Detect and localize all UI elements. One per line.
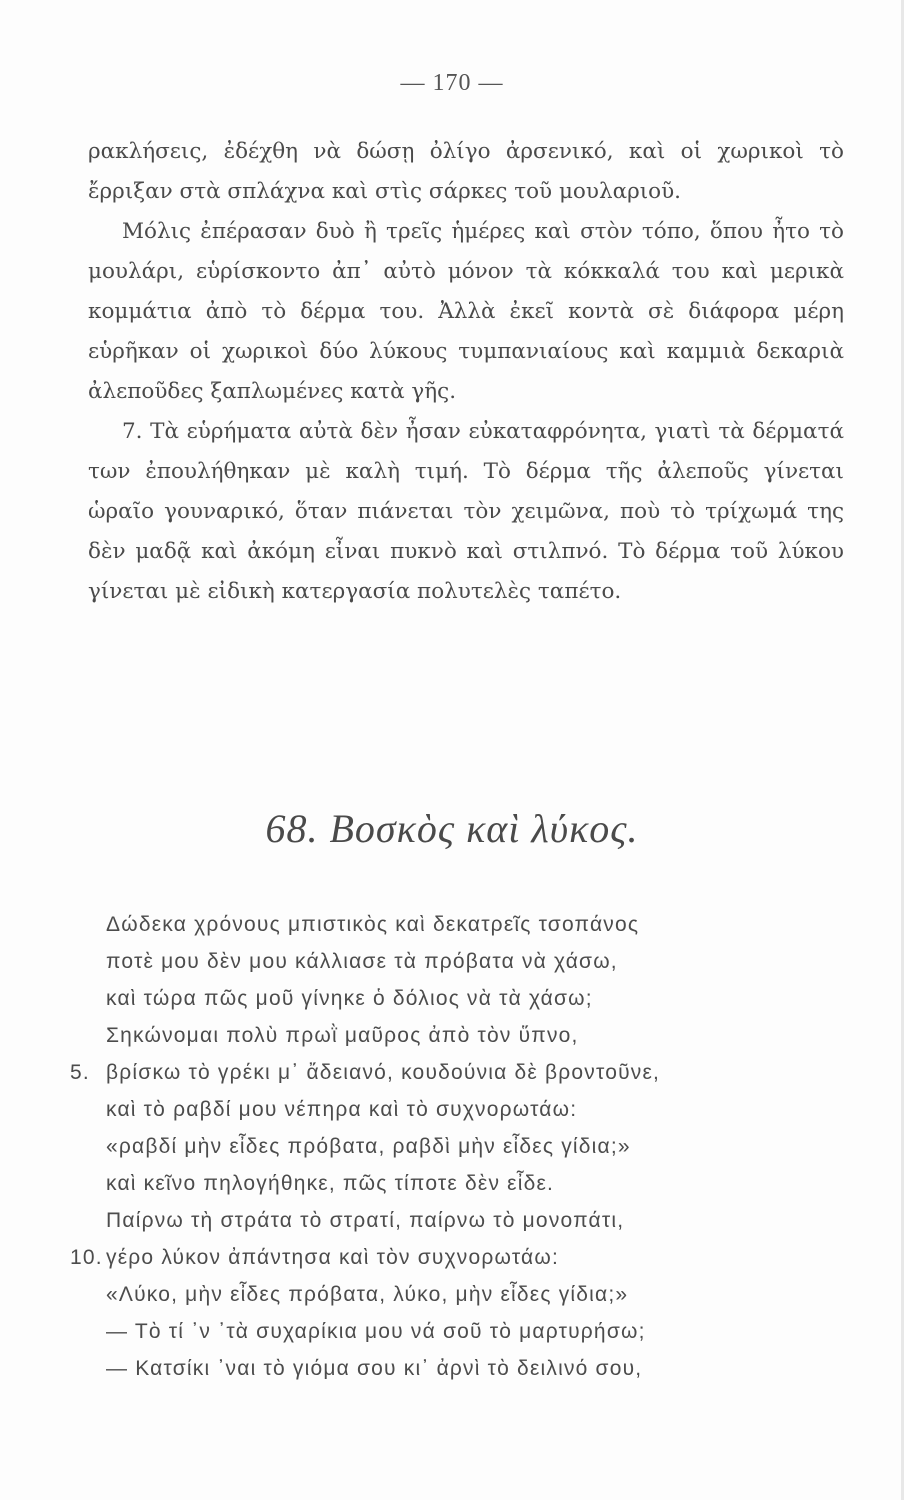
poem-line xyxy=(70,1054,860,1091)
poem-line-text: καὶ τώρα πῶς μοῦ γίνηκε ὁ δόλιος νὰ τὰ χάσω; xyxy=(106,987,593,1010)
poem-line-number: 5. xyxy=(70,1061,90,1084)
poem-line xyxy=(70,1313,860,1350)
poem-line-text: — Κατσίκι ᾿ναι τὸ γιόμα σου κι᾿ ἀρνὶ τὸ δειλινό σου, xyxy=(106,1357,643,1380)
poem-line-text: Δώδεκα χρόνους μπιστικὸς καὶ δεκατρεῖς τσοπάνος xyxy=(106,913,640,936)
poem-line xyxy=(70,1017,860,1054)
prose-section xyxy=(88,132,844,612)
poem-line xyxy=(70,1276,860,1313)
poem-line-text: ποτὲ μου δὲν μου κάλλιασε τὰ πρόβατα νὰ χάσω, xyxy=(106,950,618,973)
poem-line-text: βρίσκω τὸ γρέκι μ᾿ ἄδειανό, κουδούνια δὲ βροντοῦνε, xyxy=(106,1061,661,1084)
poem-line xyxy=(70,943,860,980)
poem-line-text: «ραβδί μὴν εἶδες πρόβατα, ραβδὶ μὴν εἶδες γίδια;» xyxy=(106,1135,631,1158)
poem-line-number: 10. xyxy=(70,1246,103,1269)
poem-line xyxy=(70,980,860,1017)
paragraph-findings: 7. Τὰ εὑρήματα αὐτὰ δὲν ἦσαν εὐκαταφρόνητα, γιατὶ τὰ δέρματά των ἐπουλήθηκαν μὲ καλὴ τιμή. Τὸ δέρμα τῆς ἀλεποῦς γίνεται ὡραῖο γουναρικό, ὅταν πιάνεται τὸν χειμῶνα, ποὺ τὸ τρίχωμά της δὲν μαδᾷ καὶ ἀκόμη εἶναι πυκνὸ καὶ στιλπνό. Τὸ δέρμα τοῦ λύκου γίνεται μὲ εἰδικὴ κατεργασία πολυτελὲς ταπέτο. xyxy=(88,419,844,604)
poem-line-text: Παίρνω τὴ στράτα τὸ στρατί, παίρνω τὸ μονοπάτι, xyxy=(106,1209,625,1232)
poem-line-text: — Τὸ τί ᾿ν ᾿τὰ συχαρίκια μου νά σοῦ τὸ μαρτυρήσω; xyxy=(106,1320,646,1343)
paragraph-continuation: ρακλήσεις, ἐδέχθη νὰ δώσῃ ὀλίγο ἀρσενικό, καὶ οἱ χωρικοὶ τὸ ἔρριξαν στὰ σπλάχνα καὶ στὶς σάρκες τοῦ μουλαριοῦ. xyxy=(88,139,844,204)
poem-line-text: καὶ κεῖνο πηλογήθηκε, πῶς τίποτε δὲν εἶδε. xyxy=(106,1172,555,1195)
poem xyxy=(70,906,860,1387)
poem-line-text: «Λύκο, μὴν εἶδες πρόβατα, λύκο, μὴν εἶδες γίδια;» xyxy=(106,1283,629,1306)
poem-line xyxy=(70,1202,860,1239)
poem-line-text: καὶ τὸ ραβδί μου νέπηρα καὶ τὸ συχνορωτάω: xyxy=(106,1098,578,1121)
paragraph-mule-bones: Μόλις ἐπέρασαν δυὸ ἢ τρεῖς ἡμέρες καὶ στὸν τόπο, ὅπου ἦτο τὸ μουλάρι, εὑρίσκοντο ἀπ᾿ αὐτὸ μόνον τὰ κόκκαλά του καὶ μερικὰ κομμάτια ἀπὸ τὸ δέρμα του. Ἀλλὰ ἐκεῖ κοντὰ σὲ διάφορα μέρη εὑρῆκαν οἱ χωρικοὶ δύο λύκους τυμπανιαίους καὶ καμμιὰ δεκαριὰ ἀλεποῦδες ξαπλωμένες κατὰ γῆς. xyxy=(88,219,844,404)
poem-line-text: γέρο λύκον ἀπάντησα καὶ τὸν συχνορωτάω: xyxy=(106,1246,559,1269)
poem-line xyxy=(70,1091,860,1128)
page-number: — 170 — xyxy=(400,70,504,96)
poem-line xyxy=(70,1165,860,1202)
poem-line xyxy=(70,1239,860,1276)
poem-line xyxy=(70,906,860,943)
poem-line-text: Σηκώνομαι πολὺ πρωῒ μαῦρος ἀπὸ τὸν ὕπνο, xyxy=(106,1024,579,1047)
section-title: 68. Βοσκὸς καὶ λύκος. xyxy=(265,806,639,851)
poem-line xyxy=(70,1350,860,1387)
poem-line xyxy=(70,1128,860,1165)
